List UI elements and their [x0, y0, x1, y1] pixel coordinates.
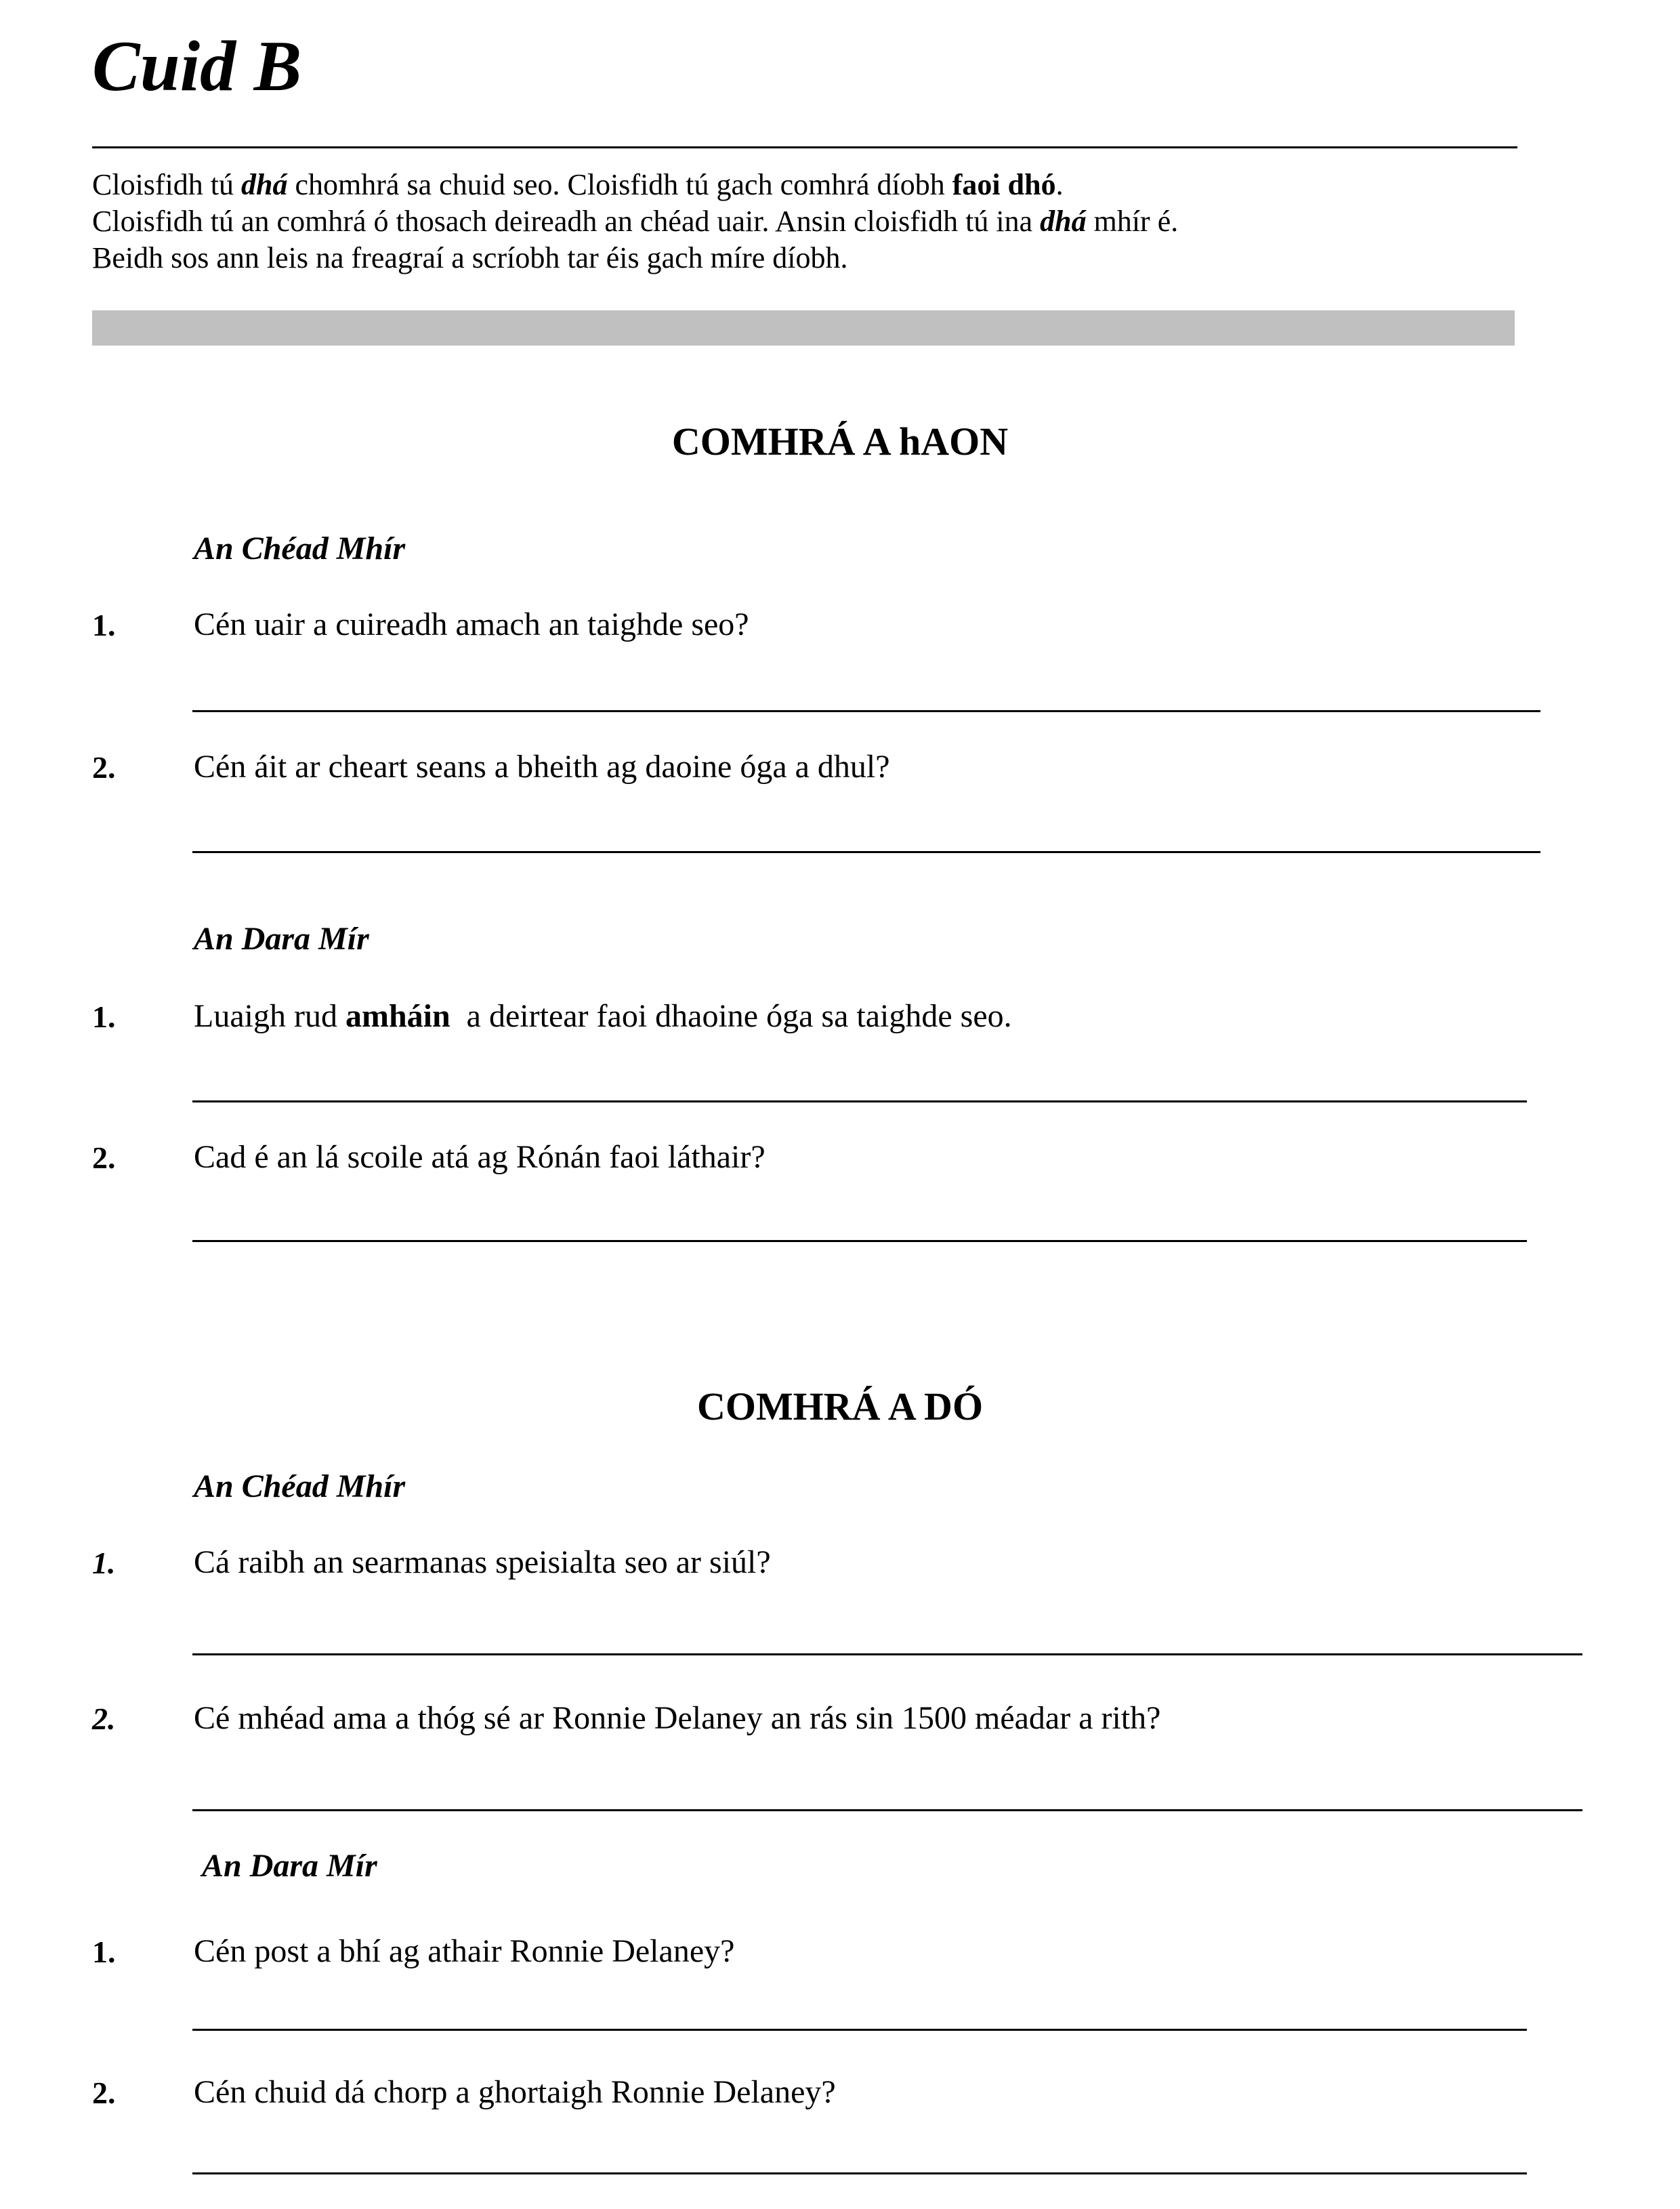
instruction-text: chomhrá sa chuid seo. Cloisfidh tú gach comhrá díobh [287, 168, 952, 201]
conversation-1-part-1-heading: An Chéad Mhír [194, 531, 406, 566]
question-text-part: Luaigh rud [194, 998, 345, 1034]
instruction-line-2 [92, 203, 1178, 240]
question-text: Cén chuid dá chorp a ghortaigh Ronnie Delaney? [194, 2074, 836, 2110]
question-text: Cén uair a cuireadh amach an taighde seo? [194, 606, 749, 642]
emphasis-text: dhá [241, 168, 288, 201]
answer-line[interactable] [192, 1240, 1527, 1242]
question-text [194, 1000, 1012, 1033]
conversation-2-part-1-heading: An Chéad Mhír [194, 1468, 406, 1504]
question-number: 2. [92, 750, 116, 785]
section-separator-bar [92, 310, 1515, 346]
instruction-text: Cloisfidh tú [92, 168, 242, 201]
question-text: Cé mhéad ama a thóg sé ar Ronnie Delaney an rás sin 1500 méadar a rith? [194, 1700, 1161, 1736]
question-text-part: a deirtear faoi dhaoine óga sa taighde seo. [450, 998, 1012, 1034]
bold-text: faoi dhó [952, 168, 1056, 201]
question-text: Cén post a bhí ag athair Ronnie Delaney? [194, 1933, 735, 1969]
answer-line[interactable] [192, 710, 1540, 712]
instruction-text: . [1055, 168, 1064, 201]
conversation-2-part-2-heading: An Dara Mír [202, 1848, 377, 1884]
title-divider [92, 146, 1517, 148]
instruction-line-3: Beidh sos ann leis na freagraí a scríobh tar éis gach míre díobh. [92, 241, 848, 274]
question-text: Cén áit ar cheart seans a bheith ag daoine óga a dhul? [194, 749, 890, 785]
answer-line[interactable] [192, 2029, 1527, 2031]
answer-line[interactable] [192, 851, 1540, 853]
conversation-1-heading: COMHRÁ A hAON [671, 419, 1009, 463]
instruction-text: Cloisfidh tú an comhrá ó thosach deireadh an chéad uair. Ansin cloisfidh tú ina [92, 205, 1041, 238]
instruction-text: mhír é. [1086, 205, 1179, 238]
question-number: 1. [92, 608, 116, 642]
question-number: 1. [92, 1546, 116, 1580]
conversation-2-heading: COMHRÁ A DÓ [696, 1384, 984, 1428]
page-title: Cuid B [92, 26, 302, 106]
question-number: 2. [92, 2076, 116, 2110]
bold-text: amháin [345, 998, 450, 1034]
answer-line[interactable] [192, 1100, 1527, 1102]
answer-line[interactable] [192, 1809, 1582, 1811]
instructions [92, 167, 1178, 276]
question-text: Cad é an lá scoile atá ag Rónán faoi láthair? [194, 1139, 765, 1175]
question-number: 2. [92, 1701, 116, 1736]
question-text: Cá raibh an searmanas speisialta seo ar siúl? [194, 1544, 771, 1580]
conversation-1-part-2-heading: An Dara Mír [194, 921, 369, 957]
emphasis-text: dhá [1040, 205, 1087, 238]
instruction-line-1 [92, 167, 1178, 203]
question-number: 1. [92, 999, 116, 1034]
answer-line[interactable] [192, 2172, 1527, 2174]
answer-line[interactable] [192, 1653, 1582, 1655]
question-number: 2. [92, 1140, 116, 1175]
question-number: 1. [92, 1935, 116, 1969]
